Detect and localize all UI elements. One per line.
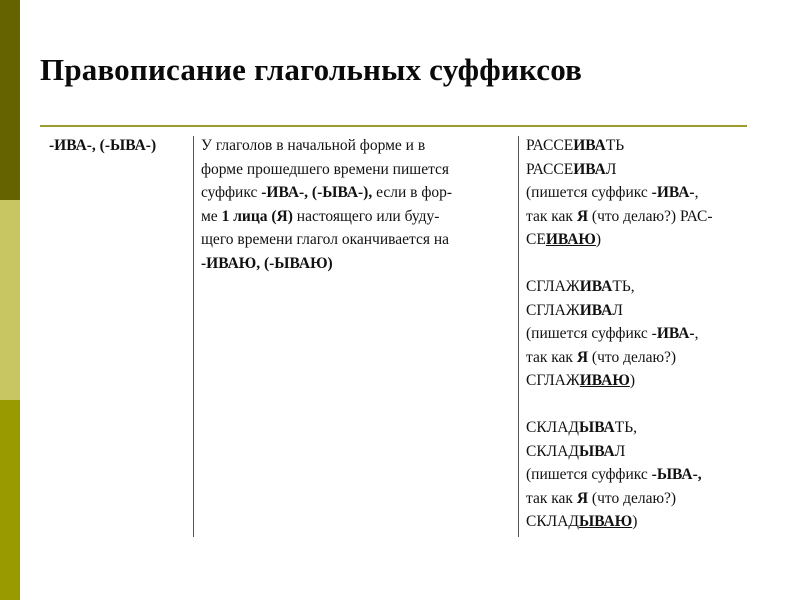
- text-run: СГЛАЖ: [526, 301, 580, 319]
- text-run: (пишется суффикс: [526, 466, 652, 483]
- rule-text-line: [201, 252, 513, 276]
- underlined-ending: ИВАЮ: [545, 231, 596, 248]
- bold-text: -ИВА-, (-ЫВА-),: [261, 184, 373, 201]
- text-run: У глаголов в начальной форме и в: [201, 137, 426, 154]
- text-run: так как: [526, 489, 577, 507]
- text-run: суффикс: [201, 184, 262, 201]
- example-line: [526, 322, 766, 346]
- text-run: Л: [605, 160, 617, 178]
- example-line: [526, 275, 766, 299]
- bold-text: -ИВА-: [651, 184, 695, 201]
- text-run: СЕ: [526, 231, 546, 248]
- title-divider: [40, 125, 747, 127]
- sidebar-segment-top: [0, 0, 20, 200]
- bold-text: Я: [576, 207, 589, 225]
- text-run: Л: [614, 442, 626, 460]
- text-run: (пишется суффикс -: [526, 325, 657, 342]
- decorative-sidebar: [0, 0, 20, 600]
- rule-text-line: [201, 134, 513, 158]
- rule-text-line: [201, 205, 513, 229]
- bold-text: ИВА: [579, 301, 613, 319]
- slide-title: Правописание глагольных суффиксов: [40, 52, 583, 87]
- text-run: (что делаю?): [588, 348, 677, 366]
- text-run: Л: [612, 301, 623, 319]
- text-run: СКЛАД: [526, 442, 579, 460]
- suffix-column: [49, 134, 189, 158]
- bold-text: -ИВАЮ, (-ЫВАЮ): [201, 254, 333, 272]
- bold-text: ИВА: [579, 278, 613, 295]
- example-line: [526, 487, 766, 511]
- text-run: ТЬ: [605, 137, 625, 154]
- text-run: (что делаю?): [588, 489, 677, 507]
- example-line: [526, 463, 766, 487]
- example-line: [526, 228, 766, 252]
- bold-text: Я: [576, 348, 589, 366]
- example-spacer: [526, 252, 766, 276]
- text-run: РАССЕ: [526, 160, 574, 178]
- rule-text-line: [201, 158, 513, 182]
- text-run: форме прошедшего времени пишется: [201, 160, 450, 178]
- bold-text: 1 лица (Я): [221, 207, 293, 225]
- bold-text: ЫВА: [578, 419, 615, 436]
- example-line: [526, 181, 766, 205]
- column-divider-2: [518, 136, 519, 537]
- rule-text-line: [201, 181, 513, 205]
- sidebar-segment-bottom: [0, 400, 20, 600]
- text-run: ме: [201, 207, 222, 225]
- example-line: [526, 510, 766, 534]
- underlined-ending: ЫВАЮ: [578, 513, 633, 530]
- example-block: [526, 275, 766, 393]
- example-line: [526, 440, 766, 464]
- example-line: [526, 134, 766, 158]
- text-run: ): [629, 372, 635, 389]
- rule-column: [201, 134, 513, 275]
- text-run: ТЬ,: [612, 278, 635, 295]
- examples-column: [526, 134, 766, 534]
- example-line: [526, 369, 766, 393]
- bold-text: Я: [576, 489, 589, 507]
- text-run: СГЛАЖ: [526, 278, 580, 295]
- example-block: [526, 134, 766, 252]
- example-line: [526, 205, 766, 229]
- bold-text: ИВА: [573, 137, 606, 154]
- text-run: ,: [694, 184, 699, 201]
- text-run: РАССЕ: [526, 137, 574, 154]
- bold-text: -ЫВА-,: [651, 466, 702, 483]
- text-run: щего времени глагол оканчивается на: [201, 231, 450, 248]
- text-run: (пишется суффикс: [526, 184, 652, 201]
- example-line: [526, 416, 766, 440]
- text-run: настоящего или буду-: [292, 207, 440, 225]
- example-line: [526, 299, 766, 323]
- text-run: (что делаю?) РАС-: [588, 207, 713, 225]
- example-spacer: [526, 393, 766, 417]
- suffix-label: -ИВА-, (-ЫВА-): [49, 137, 157, 154]
- sidebar-segment-middle: [0, 200, 20, 400]
- text-run: СКЛАД: [526, 419, 579, 436]
- text-run: так как: [526, 348, 577, 366]
- text-run: ,: [694, 325, 699, 342]
- bold-text: ИВА: [573, 160, 606, 178]
- text-run: ): [632, 513, 638, 530]
- text-run: СГЛАЖ: [526, 372, 580, 389]
- underlined-ending: ИВАЮ: [579, 372, 630, 389]
- example-block: [526, 416, 766, 534]
- text-run: СКЛАД: [526, 513, 579, 530]
- column-divider-1: [193, 136, 194, 537]
- text-run: если в фор-: [372, 184, 453, 201]
- rule-text-line: [201, 228, 513, 252]
- example-line: [526, 158, 766, 182]
- text-run: ): [595, 231, 602, 248]
- example-line: [526, 346, 766, 370]
- bold-text: ИВА-: [656, 325, 695, 342]
- text-run: так как: [526, 207, 577, 225]
- text-run: ТЬ,: [614, 419, 637, 436]
- bold-text: ЫВА: [578, 442, 615, 460]
